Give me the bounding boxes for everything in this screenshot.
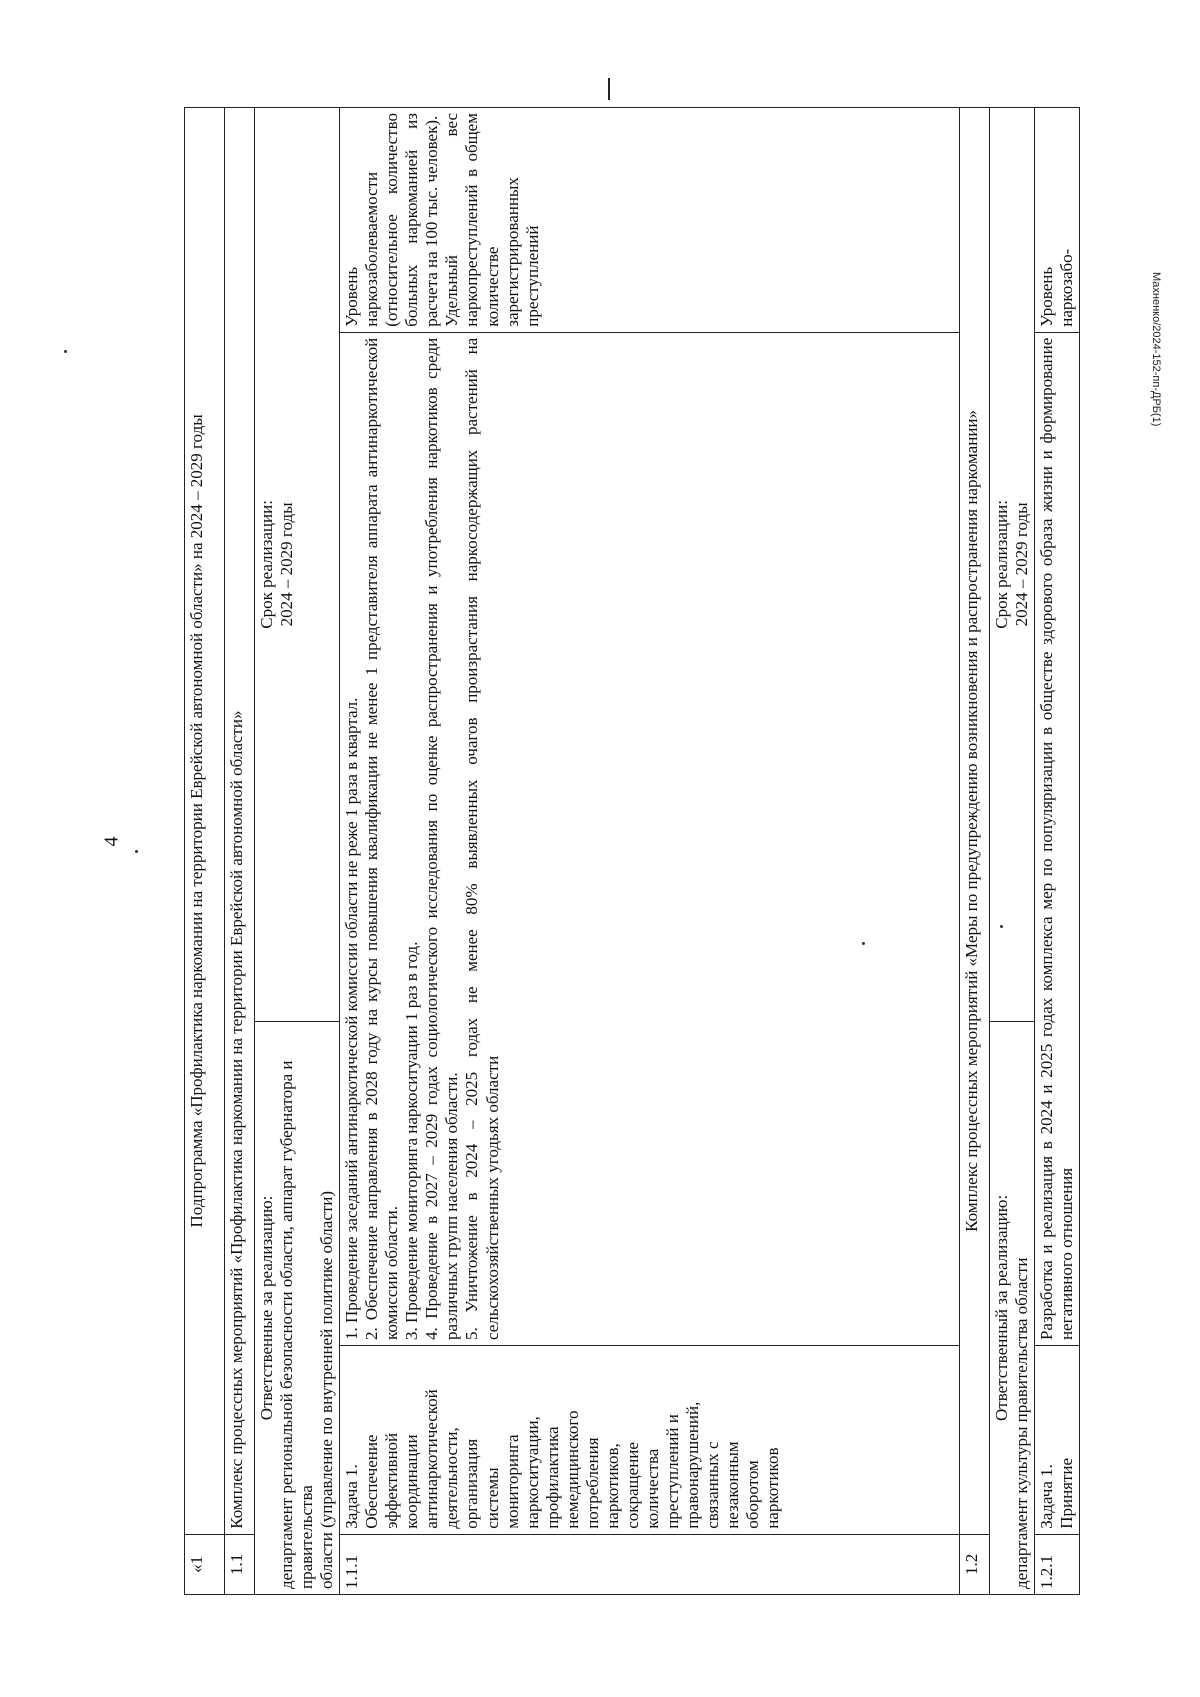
- task-line: оборотом: [743, 1460, 763, 1529]
- measures-cell: Разработка и реализация в 2024 и 2025 годах комплекса мер по популяризации в обществе здорового образа жизни и формирование негативного отношения: [1035, 332, 1080, 1345]
- measure-item: 2. Обеспечение направления в 2028 году на курсы повышения квалификации не менее 1 представителя аппарата антинаркотической комиссии области.: [362, 337, 402, 1341]
- task-line: правонарушений,: [682, 1401, 702, 1529]
- indicator-item: Удельный вес наркопреступлений в общем количестве зарегистрированных преступлений: [442, 113, 542, 327]
- indicator-item: наркозабо-: [1057, 248, 1077, 327]
- row-number: 1.2.1: [1035, 1534, 1080, 1594]
- scan-speck: [135, 850, 138, 853]
- task-line: организация: [462, 1438, 482, 1529]
- task-cell: [1035, 1346, 1080, 1535]
- scan-speck: [64, 350, 67, 353]
- responsible-label: Ответственный за реализацию:: [992, 1194, 1012, 1421]
- subprogram-title: Подпрограмма «Профилактика наркомании на территории Еврейской автономной области» на 2024 – 2029 годы: [185, 108, 225, 1535]
- indicators-cell: [340, 108, 960, 333]
- task-line: деятельности,: [442, 1427, 462, 1529]
- task-line: наркотиков: [763, 1447, 783, 1529]
- program-table: [184, 107, 1080, 1595]
- indicator-item: Уровень: [1037, 266, 1057, 327]
- indicator-item: Уровень наркозаболеваемости (относительное количество больных наркоманией из расчета на 100 тыс. человек).: [342, 113, 442, 327]
- responsible-text: департамент региональной безопасности области, аппарат губернатора и правительства: [277, 1060, 317, 1589]
- task-line: эффективной: [382, 1432, 402, 1529]
- task-line: координации: [402, 1434, 422, 1529]
- title-row-number: «1: [185, 1534, 225, 1594]
- responsible-cell: [255, 1021, 340, 1594]
- task-line: Обеспечение: [362, 1434, 382, 1529]
- page-number: 4: [100, 836, 123, 847]
- term-cell: [255, 108, 340, 1022]
- task-line: Задача 1.: [342, 1464, 362, 1529]
- margin-mark: [608, 78, 610, 100]
- task-line: связанных с: [703, 1441, 723, 1529]
- section-title: Комплекс процессных мероприятий «Профилактика наркомании на территории Еврейской автономной области»: [225, 108, 255, 1535]
- task-line: наркотиков,: [602, 1443, 622, 1529]
- task-line: Задача 1.: [1037, 1464, 1057, 1529]
- section-number: 1.1: [225, 1534, 255, 1594]
- task-line: потребления: [582, 1437, 602, 1529]
- section-title: Комплекс процессных мероприятий «Меры по предупреждению возникновения и распространения наркомании»: [960, 108, 990, 1535]
- measure-item: 4. Проведение в 2027 – 2029 годах социологического исследования по оценке распространения и употребления наркотиков среди различных групп населения области.: [422, 337, 462, 1341]
- task-line: немедицинского: [562, 1410, 582, 1529]
- task-line: антинаркотической: [422, 1389, 442, 1529]
- task-cell: [340, 1346, 960, 1535]
- task-line: системы: [482, 1467, 502, 1529]
- task-line: сокращение: [622, 1442, 642, 1529]
- measures-cell: [340, 332, 960, 1345]
- task-line: наркоситуации,: [522, 1416, 542, 1529]
- responsible-label: Ответственные за реализацию:: [257, 1195, 276, 1421]
- term-cell: [990, 108, 1035, 1022]
- task-line: незаконным: [723, 1441, 743, 1529]
- task-line: количества: [642, 1448, 662, 1529]
- responsible-text: области (управление по внутренней политике области): [317, 1190, 337, 1589]
- section-number: 1.2: [960, 1534, 990, 1594]
- task-line: Принятие: [1057, 1457, 1077, 1529]
- term-value: 2024 – 2029 годы: [1012, 502, 1032, 627]
- indicators-cell: [1035, 108, 1080, 333]
- document-footer: Махненко/2024-152-пп-ДРБ(1): [1150, 272, 1162, 427]
- task-line: профилактика: [542, 1426, 562, 1529]
- task-line: преступлений и: [662, 1414, 682, 1529]
- responsible-text: департамент культуры правительства области: [1012, 1257, 1032, 1589]
- measure-item: 5. Уничтожение в 2024 – 2025 годах не менее 80% выявленных очагов произрастания наркосодержащих растений на сельскохозяйственных угодьях области: [462, 337, 502, 1341]
- term-label: Срок реализации:: [257, 500, 276, 629]
- task-line: мониторинга: [502, 1434, 522, 1529]
- term-label: Срок реализации:: [992, 500, 1012, 629]
- row-number: 1.1.1: [340, 1534, 960, 1594]
- term-value: 2024 – 2029 годы: [277, 502, 297, 627]
- measure-item: 3. Проведение мониторинга наркоситуации 1 раз в год.: [402, 941, 422, 1341]
- measure-item: 1. Проведение заседаний антинаркотической комиссии области не реже 1 раза в квартал.: [342, 697, 362, 1341]
- responsible-cell: [990, 1021, 1035, 1594]
- program-table-sheet: [184, 107, 1077, 1595]
